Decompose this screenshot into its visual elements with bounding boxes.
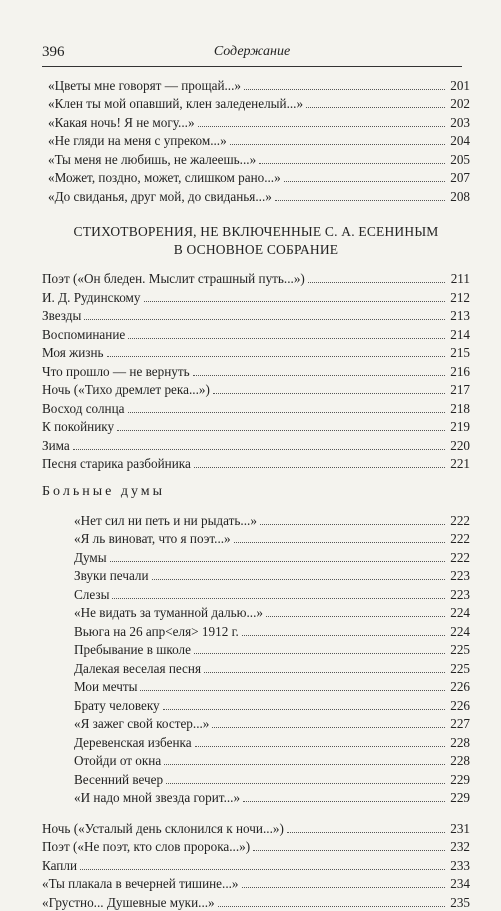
- dot-leader: [117, 430, 445, 431]
- dot-leader: [194, 467, 445, 468]
- toc-entry: [42, 677, 470, 696]
- toc-entry-title: Брату человеку: [74, 697, 160, 713]
- toc-entry-page: 202: [450, 96, 470, 112]
- toc-entry: [42, 186, 470, 205]
- toc-group-2: [42, 269, 470, 473]
- toc-entry: [42, 892, 470, 911]
- toc-entry: [42, 769, 470, 788]
- dot-leader: [84, 319, 445, 320]
- toc-entry-page: 224: [450, 623, 470, 639]
- toc-entry-page: 233: [450, 857, 470, 873]
- toc-group-3: [42, 510, 470, 806]
- toc-entry: [42, 94, 470, 113]
- dot-leader: [163, 709, 445, 710]
- toc-group-4: [42, 818, 470, 911]
- toc-entry-page: 211: [450, 271, 470, 287]
- toc-entry-page: 212: [450, 289, 470, 305]
- toc-entry: [42, 380, 470, 399]
- dot-leader: [112, 598, 445, 599]
- toc-entry: [42, 874, 470, 893]
- toc-entry-page: 205: [450, 151, 470, 167]
- toc-entry: [42, 75, 470, 94]
- toc-entry-title: Поэт («Не поэт, кто слов пророка...»): [42, 839, 251, 855]
- toc-entry-title: Звезды: [42, 308, 82, 324]
- dot-leader: [308, 282, 445, 283]
- toc-entry-title: Весенний вечер: [74, 771, 164, 787]
- toc-entry: [42, 324, 470, 343]
- toc-entry-page: 229: [450, 790, 470, 806]
- dot-leader: [259, 163, 445, 164]
- toc-entry-page: 214: [450, 326, 470, 342]
- toc-entry-page: 225: [450, 642, 470, 658]
- toc-entry: [42, 603, 470, 622]
- dot-leader: [244, 89, 445, 90]
- toc-entry: [42, 306, 470, 325]
- dot-leader: [144, 301, 446, 302]
- dot-leader: [193, 375, 445, 376]
- toc-entry-page: 215: [450, 345, 470, 361]
- dot-leader: [73, 449, 445, 450]
- toc-entry-page: 207: [450, 170, 470, 186]
- toc-entry: [42, 131, 470, 150]
- page-header: [42, 44, 462, 67]
- subsection-title: Больные думы: [42, 484, 166, 499]
- toc-entry: [42, 398, 470, 417]
- toc-entry: [42, 695, 470, 714]
- dot-leader: [212, 727, 445, 728]
- toc-entry-title: «Какая ночь! Я не могу...»: [48, 114, 195, 130]
- toc-entry-title: «Не видать за туманной далью...»: [74, 605, 263, 621]
- table-of-contents: [42, 75, 470, 911]
- toc-entry-title: «Я зажег свой костер...»: [74, 716, 210, 732]
- toc-entry: [42, 621, 470, 640]
- toc-entry-page: 208: [450, 188, 470, 204]
- toc-entry: [42, 149, 470, 168]
- toc-entry-title: И. Д. Рудинскому: [42, 289, 141, 305]
- toc-entry: [42, 584, 470, 603]
- toc-entry-page: 227: [450, 716, 470, 732]
- dot-leader: [243, 801, 445, 802]
- toc-entry-page: 220: [450, 437, 470, 453]
- toc-entry: [42, 714, 470, 733]
- toc-entry: [42, 168, 470, 187]
- toc-entry: [42, 343, 470, 362]
- toc-entry-page: 223: [450, 568, 470, 584]
- dot-leader: [198, 126, 445, 127]
- toc-entry-title: «Ты плакала в вечерней тишине...»: [42, 876, 239, 892]
- toc-entry: [42, 640, 470, 659]
- dot-leader: [213, 393, 445, 394]
- toc-entry: [42, 547, 470, 566]
- dot-leader: [242, 887, 445, 888]
- toc-entry: [42, 818, 470, 837]
- page-number: 396: [42, 44, 65, 60]
- toc-entry-page: 201: [450, 77, 470, 93]
- dot-leader: [164, 764, 445, 765]
- toc-entry-title: Моя жизнь: [42, 345, 104, 361]
- toc-entry: [42, 435, 470, 454]
- toc-entry: [42, 417, 470, 436]
- section-title-line-2: В ОСНОВНОЕ СОБРАНИЕ: [173, 241, 339, 257]
- toc-entry-title: «Нет сил ни петь и ни рыдать...»: [74, 512, 257, 528]
- dot-leader: [194, 653, 445, 654]
- toc-entry-title: Поэт («Он бледен. Мыслит страшный путь...»): [42, 271, 305, 287]
- toc-entry-title: К покойнику: [42, 419, 115, 435]
- dot-leader: [80, 869, 445, 870]
- toc-entry-title: «Грустно... Душевные муки...»: [42, 894, 215, 910]
- section-title-line-1: СТИХОТВОРЕНИЯ, НЕ ВКЛЮЧЕННЫЕ С. А. ЕСЕНИНЫМ: [73, 223, 439, 239]
- toc-entry-page: 229: [450, 771, 470, 787]
- toc-entry: [42, 837, 470, 856]
- toc-entry-title: Далекая веселая песня: [74, 660, 202, 676]
- toc-entry: [42, 732, 470, 751]
- dot-leader: [166, 783, 445, 784]
- toc-entry-title: Отойди от окна: [74, 753, 162, 769]
- toc-entry-title: «Не гляди на меня с упреком...»: [48, 133, 227, 149]
- toc-entry-page: 219: [450, 419, 470, 435]
- toc-entry-title: Ночь («Усталый день склонился к ночи...»): [42, 820, 284, 836]
- dot-leader: [253, 850, 445, 851]
- toc-entry: [42, 788, 470, 807]
- toc-entry-title: Мои мечты: [74, 679, 138, 695]
- toc-entry-page: 226: [450, 697, 470, 713]
- dot-leader: [140, 690, 445, 691]
- spacer: [42, 806, 470, 818]
- toc-entry-title: Песня старика разбойника: [42, 456, 191, 472]
- toc-entry-page: 234: [450, 876, 470, 892]
- toc-entry-page: 217: [450, 382, 470, 398]
- toc-entry-page: 228: [450, 734, 470, 750]
- dot-leader: [284, 181, 445, 182]
- dot-leader: [287, 832, 445, 833]
- toc-entry: [42, 855, 470, 874]
- section-title: [42, 223, 470, 259]
- toc-entry: [42, 658, 470, 677]
- toc-entry-title: Вьюга на 26 апр<еля> 1912 г.: [74, 623, 239, 639]
- toc-entry-page: 235: [450, 894, 470, 910]
- toc-entry-page: 203: [450, 114, 470, 130]
- toc-entry: [42, 751, 470, 770]
- toc-entry: [42, 454, 470, 473]
- dot-leader: [195, 746, 445, 747]
- toc-entry: [42, 529, 470, 548]
- dot-leader: [230, 144, 445, 145]
- dot-leader: [204, 672, 445, 673]
- toc-entry-page: 224: [450, 605, 470, 621]
- toc-entry-title: Зима: [42, 437, 70, 453]
- toc-entry-page: 225: [450, 660, 470, 676]
- toc-entry-title: «И надо мной звезда горит...»: [74, 790, 241, 806]
- toc-entry: [42, 566, 470, 585]
- toc-entry-title: Воспоминание: [42, 326, 126, 342]
- toc-entry-title: Звуки печали: [74, 568, 149, 584]
- toc-entry: [42, 112, 470, 131]
- toc-entry-page: 231: [450, 820, 470, 836]
- toc-entry-title: «Может, поздно, может, слишком рано...»: [48, 170, 281, 186]
- toc-entry-page: 218: [450, 400, 470, 416]
- toc-entry: [42, 269, 470, 288]
- toc-entry-page: 204: [450, 133, 470, 149]
- toc-entry: [42, 510, 470, 529]
- toc-entry-page: 222: [450, 549, 470, 565]
- toc-entry-title: «Я ль виноват, что я поэт...»: [74, 531, 231, 547]
- toc-entry-title: Ночь («Тихо дремлет река...»): [42, 382, 210, 398]
- dot-leader: [152, 579, 445, 580]
- toc-entry-page: 232: [450, 839, 470, 855]
- toc-group-1: [42, 75, 470, 205]
- toc-entry-title: Деревенская избенка: [74, 734, 192, 750]
- dot-leader: [275, 200, 445, 201]
- toc-entry-page: 222: [450, 531, 470, 547]
- dot-leader: [110, 561, 445, 562]
- dot-leader: [128, 412, 445, 413]
- toc-entry-title: «Цветы мне говорят — прощай...»: [48, 77, 241, 93]
- toc-entry-title: Что прошло — не вернуть: [42, 363, 190, 379]
- toc-entry-title: «Клен ты мой опавший, клен заледенелый...»: [48, 96, 304, 112]
- toc-entry-page: 216: [450, 363, 470, 379]
- dot-leader: [234, 542, 445, 543]
- running-title: Содержание: [213, 44, 291, 59]
- toc-entry: [42, 287, 470, 306]
- dot-leader: [266, 616, 445, 617]
- dot-leader: [107, 356, 445, 357]
- toc-entry-page: 223: [450, 586, 470, 602]
- dot-leader: [260, 524, 445, 525]
- dot-leader: [306, 107, 445, 108]
- toc-entry-page: 226: [450, 679, 470, 695]
- toc-entry-title: «До свиданья, друг мой, до свиданья...»: [48, 188, 272, 204]
- toc-entry-title: Капли: [42, 857, 77, 873]
- toc-entry-title: Пребывание в школе: [74, 642, 191, 658]
- toc-entry-title: Слезы: [74, 586, 110, 602]
- toc-entry-title: Думы: [74, 549, 107, 565]
- toc-entry-title: Восход солнца: [42, 400, 125, 416]
- toc-entry-page: 221: [450, 456, 470, 472]
- dot-leader: [242, 635, 445, 636]
- toc-entry-page: 222: [450, 512, 470, 528]
- toc-entry-title: «Ты меня не любишь, не жалеешь...»: [48, 151, 257, 167]
- dot-leader: [128, 338, 445, 339]
- toc-entry-page: 213: [450, 308, 470, 324]
- toc-entry: [42, 361, 470, 380]
- toc-entry-page: 228: [450, 753, 470, 769]
